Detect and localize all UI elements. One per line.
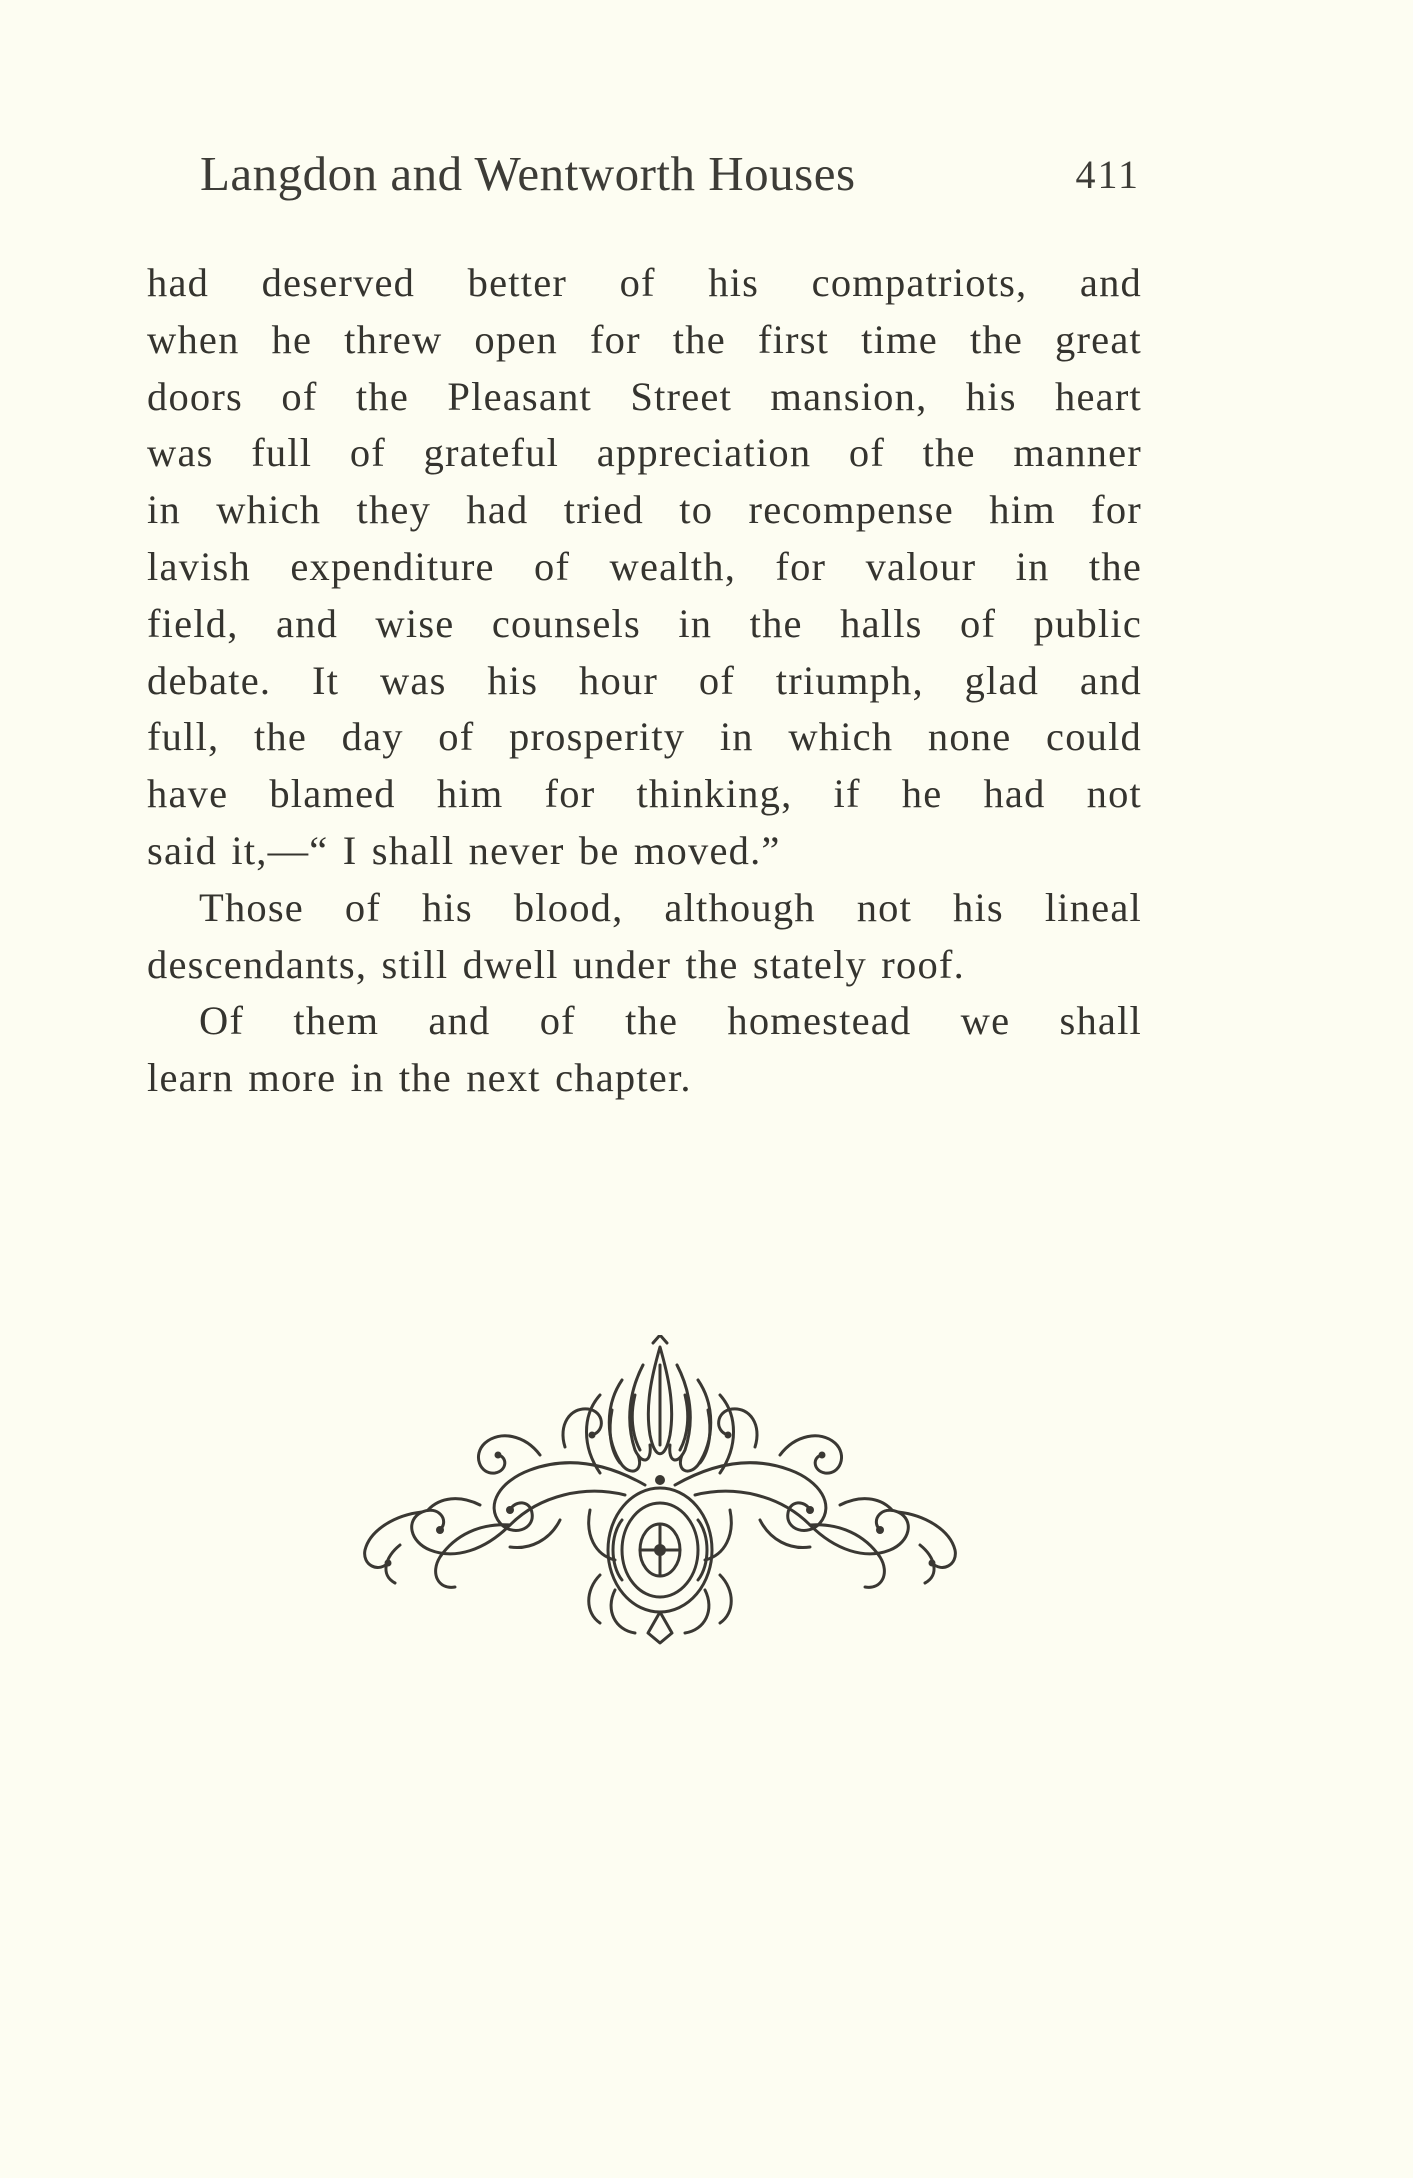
text-line: had deserved better of his compatriots, and xyxy=(147,260,1142,305)
text-line: have blamed him for thinking, if he had not xyxy=(147,771,1142,817)
text-line: in which they had tried to recompense him for xyxy=(147,487,1142,533)
text-line: descendants, still dwell under the stately roof. xyxy=(147,941,965,987)
running-head xyxy=(200,145,1140,215)
text-line: Of them and of the homestead we shall xyxy=(199,998,1142,1044)
floral-scroll-tailpiece-icon xyxy=(360,1335,960,1645)
body-text xyxy=(147,255,1142,1107)
running-title: Langdon and Wentworth Houses xyxy=(200,146,856,201)
text-line: field, and wise counsels in the halls of public xyxy=(147,600,1142,646)
text-line: when he threw open for the first time the great xyxy=(147,316,1142,362)
text-line: lavish expenditure of wealth, for valour in the xyxy=(147,543,1142,589)
page-number: 411 xyxy=(1075,152,1140,197)
text-line: said it,—“ I shall never be moved.” xyxy=(147,827,781,873)
text-line: Those of his blood, although not his lineal xyxy=(199,884,1142,930)
text-line: full, the day of prosperity in which none could xyxy=(147,714,1142,760)
text-line: debate. It was his hour of triumph, glad and xyxy=(147,657,1142,703)
text-line: learn more in the next chapter. xyxy=(147,1055,692,1101)
text-line: was full of grateful appreciation of the manner xyxy=(147,430,1142,476)
text-line: doors of the Pleasant Street mansion, his heart xyxy=(147,373,1142,419)
